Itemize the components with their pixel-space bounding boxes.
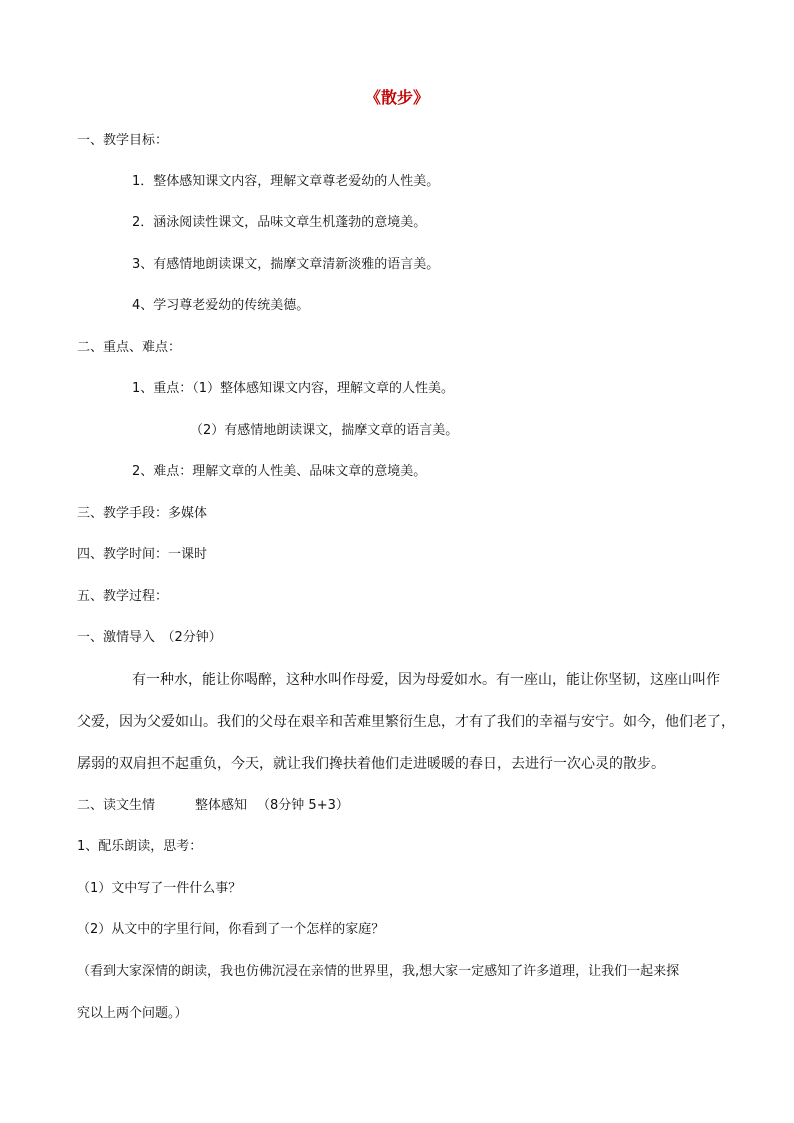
intro-paragraph-line-2: 父爱，因为父爱如山。我们的父母在艰辛和苦难里繁衍生息，才有了我们的幸福与安宁。如今，他们老了，: [77, 714, 735, 730]
section-heading-key-points: 二、重点、难点：: [77, 340, 182, 355]
key-point-item-1b: （2）有感情地朗读课文，揣摩文章的语言美。: [190, 423, 459, 438]
teacher-note-line-2: 究以上两个问题。）: [77, 1006, 188, 1021]
question-2: （2）从文中的字里行间，你看到了一个怎样的家庭？: [77, 922, 385, 937]
process-step-2-heading: [77, 797, 349, 815]
process-step-2-duration: （8分钟 5+3）: [257, 798, 349, 813]
teacher-note-line-1: （看到大家深情的朗读，我也仿佛沉浸在亲情的世界里，我,想大家一定感知了许多道理，让我们一起来探: [77, 964, 680, 979]
section-heading-objectives: 一、教学目标：: [77, 133, 169, 148]
process-step-2-subtitle: 整体感知: [195, 798, 248, 813]
section-heading-time: 四、教学时间：一课时: [77, 547, 208, 562]
objective-item-2: 2．涵泳阅读性课文，品味文章生机蓬勃的意境美。: [132, 215, 427, 230]
objective-item-3: 3、有感情地朗读课文，揣摩文章清新淡雅的语言美。: [132, 257, 440, 272]
question-1: （1）文中写了一件什么事？: [77, 881, 242, 896]
objective-item-4: 4、学习尊老爱幼的传统美德。: [132, 298, 310, 313]
reading-task: 1、配乐朗读，思考：: [77, 839, 203, 854]
section-heading-means: 三、教学手段：多媒体: [77, 506, 208, 521]
intro-paragraph-line-1: 有一种水，能让你喝醉，这种水叫作母爱，因为母爱如水。有一座山，能让你坚韧，这座山叫作: [132, 672, 720, 688]
process-step-2-title: 二、读文生情: [77, 798, 156, 813]
process-step-1-heading: 一、激情导入 （2分钟）: [77, 630, 222, 645]
key-point-item-2: 2、难点：理解文章的人性美、品味文章的意境美。: [132, 464, 427, 479]
key-point-item-1: 1、重点：（1）整体感知课文内容，理解文章的人性美。: [132, 381, 455, 396]
objective-item-1: 1．整体感知课文内容，理解文章尊老爱幼的人性美。: [132, 174, 440, 189]
page-title: 《散步》: [364, 88, 429, 107]
section-heading-process: 五、教学过程：: [77, 589, 169, 604]
intro-paragraph-line-3: 孱弱的双肩担不起重负，今天，就让我们搀扶着他们走进暖暖的春日，去进行一次心灵的散步。: [77, 756, 665, 772]
